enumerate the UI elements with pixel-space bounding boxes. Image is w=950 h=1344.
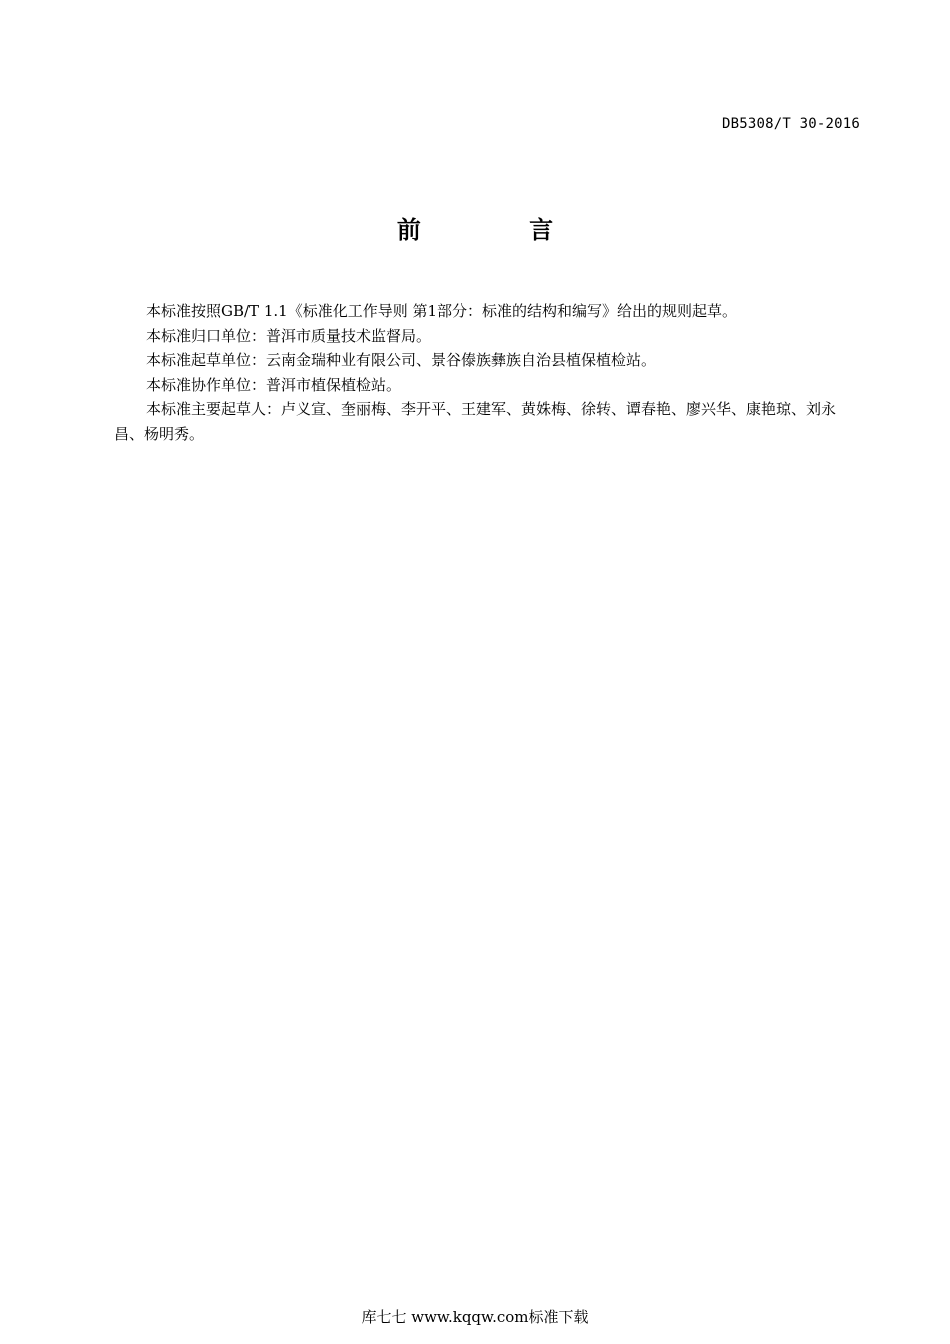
footer-watermark: 库七七 www.kqqw.com标准下载 [361, 1308, 589, 1326]
page-title: 前 言 [396, 216, 604, 244]
paragraph-drafting-rules: 本标准按照GB/T 1.1《标准化工作导则 第1部分：标准的结构和编写》给出的规则起草。 [146, 302, 738, 320]
foreword-body [114, 299, 860, 446]
paragraph-responsible-unit: 本标准归口单位：普洱市质量技术监督局。 [146, 326, 432, 345]
standard-code: DB5308/T 30-2016 [721, 116, 860, 132]
paragraph-cooperating-unit: 本标准协作单位：普洱市植保植检站。 [146, 375, 402, 394]
paragraph-drafting-units: 本标准起草单位：云南金瑞种业有限公司、景谷傣族彝族自治县植保植检站。 [146, 351, 657, 369]
paragraph-main-drafters: 本标准主要起草人：卢义宣、奎丽梅、李开平、王建军、黄姝梅、徐转、谭春艳、廖兴华、康艳琼、刘永昌、杨明秀。 [114, 400, 837, 443]
